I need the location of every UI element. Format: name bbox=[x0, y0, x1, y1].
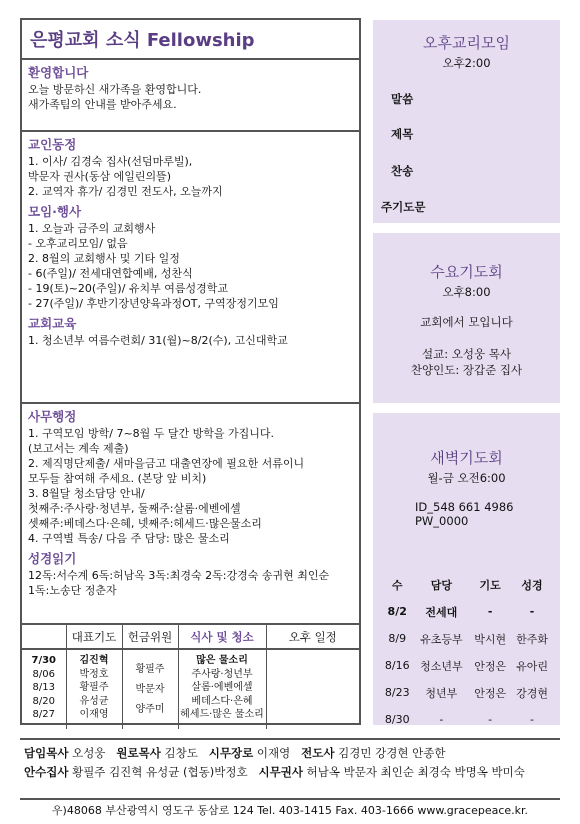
offering-name: 양주미 bbox=[135, 704, 165, 715]
church-address: 우)48068 부산광역시 영도구 동삼로 124 Tel. 403-1415 Fax. 403-1666 www.gracepeace.kr. bbox=[51, 804, 529, 817]
dawn-schedule-table bbox=[381, 571, 553, 733]
prayer-name: 김진혁 bbox=[79, 655, 109, 666]
events-line: 2. 8월의 교회행사 및 기타 일정 bbox=[28, 252, 180, 265]
schedule-dates bbox=[22, 649, 66, 729]
wednesday-title: 수요기도회 bbox=[430, 263, 503, 281]
events-line: - 오후교리모임/ 없음 bbox=[28, 237, 128, 250]
members-heading: 교인동정 bbox=[28, 137, 77, 152]
meal-team: 베데스다·은혜 bbox=[191, 695, 253, 707]
dawn-cell: - bbox=[488, 713, 493, 726]
dawn-title: 새벽기도회 bbox=[430, 449, 503, 467]
label-lords-prayer: 주기도문 bbox=[381, 200, 426, 214]
staff-names: 이재영 bbox=[256, 746, 291, 760]
events-line: - 6(주일)/ 전세대연합예배, 성찬식 bbox=[28, 267, 193, 280]
reading-line: 12독:서수계 6독:허남옥 3독:최경숙 2독:강경숙 송귀현 최인순 bbox=[28, 569, 330, 582]
dawn-meeting-pw: PW_0000 bbox=[415, 514, 469, 528]
schedule-header: 식사 및 청소 bbox=[178, 625, 266, 649]
dawn-header: 성경 bbox=[521, 578, 543, 592]
staff-role: 시무권사 bbox=[258, 765, 303, 779]
wednesday-sermon: 설교: 오성웅 목사 bbox=[422, 347, 511, 361]
admin-heading: 사무행정 bbox=[28, 409, 77, 424]
admin-line: (보고서는 계속 제출) bbox=[28, 442, 129, 455]
staff-role: 담임목사 bbox=[24, 746, 69, 760]
admin-line: 셋째주:베데스다·은혜, 넷째주:헤세드·많은물소리 bbox=[28, 517, 262, 530]
prayer-name: 황필주 bbox=[79, 682, 109, 693]
dawn-cell: 청년부 bbox=[425, 686, 458, 700]
members-line: 1. 이사/ 김경숙 집사(선덤마루빌), bbox=[28, 155, 193, 168]
dawn-prayer-box bbox=[373, 413, 560, 725]
staff-role: 원로목사 bbox=[116, 746, 161, 760]
events-line: - 27(주일)/ 후반기장년양육과정OT, 구역장정기모임 bbox=[28, 297, 279, 310]
dawn-cell: 유초등부 bbox=[420, 632, 463, 646]
dawn-header: 수 bbox=[391, 578, 403, 592]
staff-role: 시무장로 bbox=[208, 746, 254, 760]
label-hymn: 찬송 bbox=[391, 164, 414, 178]
meal-team: 헤세드·많은 물소리 bbox=[180, 709, 264, 720]
meal-team: 많은 물소리 bbox=[196, 655, 248, 666]
wednesday-prayer-box bbox=[373, 233, 560, 403]
staff-names: 김경민 강경현 안종한 bbox=[338, 746, 446, 760]
table-row bbox=[381, 679, 553, 706]
members-line: 2. 교역자 휴가/ 김경민 전도사, 오늘까지 bbox=[28, 185, 223, 198]
schedule-afternoon bbox=[266, 649, 359, 729]
admin-line: 모두들 참여해 주세요. (본당 앞 비치) bbox=[28, 472, 207, 485]
schedule-date: 8/13 bbox=[32, 682, 55, 693]
members-line: 박문자 권사(동삼 에일린의뜰) bbox=[28, 170, 172, 183]
dawn-header: 담당 bbox=[430, 578, 452, 592]
education-line: 1. 청소년부 여름수련회/ 31(월)~8/2(수), 고신대학교 bbox=[28, 334, 288, 347]
afternoon-study-title: 오후교리모임 bbox=[423, 34, 510, 52]
dawn-cell: - bbox=[487, 605, 493, 618]
dawn-cell: 안정은 bbox=[474, 659, 507, 673]
admin-line: 3. 8월달 청소담당 안내/ bbox=[28, 487, 145, 500]
wednesday-time: 오후8:00 bbox=[442, 285, 491, 299]
education-heading: 교회교육 bbox=[28, 316, 77, 331]
page-title: 은평교회 소식 Fellowship bbox=[22, 20, 359, 60]
dawn-cell: - bbox=[439, 713, 444, 726]
admin-line: 1. 구역모임 방학/ 7~8월 두 달간 방학을 가집니다. bbox=[28, 427, 275, 440]
news-panel bbox=[20, 18, 361, 725]
events-heading: 모임·행사 bbox=[28, 204, 82, 219]
dawn-cell: 강경현 bbox=[516, 686, 548, 700]
schedule-offering bbox=[122, 649, 178, 729]
table-row bbox=[381, 706, 553, 733]
schedule-date: 8/20 bbox=[32, 695, 55, 707]
label-subject: 제목 bbox=[391, 127, 414, 141]
offering-name: 황필주 bbox=[135, 664, 165, 675]
table-row bbox=[381, 598, 553, 625]
dawn-cell: - bbox=[529, 605, 535, 618]
dawn-cell: 청소년부 bbox=[420, 659, 463, 673]
dawn-cell: 안정은 bbox=[474, 686, 507, 700]
wednesday-praise: 찬양인도: 장갑준 집사 bbox=[410, 363, 523, 377]
dawn-meeting-id: ID_548 661 4986 bbox=[415, 500, 514, 514]
dawn-cell: 8/9 bbox=[388, 632, 407, 645]
afternoon-study-box bbox=[373, 20, 560, 223]
dawn-cell: 8/30 bbox=[384, 713, 410, 726]
staff-role: 안수집사 bbox=[24, 765, 69, 779]
staff-line-2 bbox=[20, 763, 560, 782]
staff-names: 오성웅 bbox=[72, 746, 106, 760]
dawn-cell: 박시현 bbox=[474, 632, 507, 646]
schedule-header: 헌금위원 bbox=[122, 625, 178, 649]
staff-role: 전도사 bbox=[301, 746, 335, 760]
admin-line: 첫째주:주사랑·청년부, 둘째주:살롬·에벤에셀 bbox=[28, 502, 241, 515]
schedule-date: 7/30 bbox=[31, 655, 57, 666]
prayer-name: 박정호 bbox=[79, 668, 109, 680]
dawn-cell: 유아린 bbox=[516, 659, 548, 673]
staff-names: 황필주 김진혁 유성균 (협동)박정호 bbox=[72, 765, 248, 779]
news-body bbox=[22, 60, 359, 623]
schedule-meal bbox=[178, 649, 266, 729]
prayer-name: 유성균 bbox=[79, 695, 109, 707]
wednesday-place: 교회에서 모입니다 bbox=[420, 315, 513, 329]
schedule-table bbox=[22, 623, 359, 723]
dawn-time: 월-금 오전6:00 bbox=[427, 471, 506, 485]
staff-names: 허남옥 박문자 최인순 최경숙 박명옥 박미숙 bbox=[306, 765, 525, 779]
schedule-header: 대표기도 bbox=[66, 625, 122, 649]
schedule-header bbox=[22, 625, 66, 649]
reading-heading: 성경읽기 bbox=[28, 551, 77, 566]
meal-team: 주사랑·청년부 bbox=[191, 668, 253, 680]
admin-section bbox=[22, 402, 359, 623]
schedule-header: 오후 일정 bbox=[266, 625, 359, 649]
welcome-section bbox=[22, 60, 359, 130]
dawn-cell: 전세대 bbox=[425, 605, 458, 619]
schedule-prayer bbox=[66, 649, 122, 729]
prayer-name: 이재영 bbox=[79, 709, 109, 720]
staff-names: 김창도 bbox=[164, 746, 198, 760]
table-row bbox=[381, 625, 553, 652]
staff-line-1 bbox=[20, 744, 560, 763]
dawn-cell: 한주화 bbox=[516, 632, 548, 646]
schedule-date: 8/06 bbox=[32, 668, 55, 680]
reading-line: 1독:노송단 정춘자 bbox=[28, 584, 117, 597]
table-row bbox=[381, 652, 553, 679]
dawn-cell: 8/16 bbox=[384, 659, 410, 672]
admin-line: 2. 제직명단제출/ 새마을금고 대출연장에 필요한 서류이니 bbox=[28, 457, 305, 470]
staff-footer bbox=[20, 738, 560, 800]
events-line: 1. 오늘과 금주의 교회행사 bbox=[28, 222, 156, 235]
dawn-cell: 8/2 bbox=[387, 605, 407, 618]
dawn-cell: 8/23 bbox=[384, 686, 410, 699]
offering-name: 박문자 bbox=[135, 684, 165, 695]
afternoon-study-time: 오후2:00 bbox=[442, 56, 491, 70]
events-line: - 19(토)~20(주일)/ 유치부 여름성경학교 bbox=[28, 282, 229, 295]
welcome-line: 오늘 방문하신 새가족을 환영합니다. bbox=[28, 83, 202, 96]
welcome-line: 새가족팀의 안내를 받아주세요. bbox=[28, 98, 177, 111]
admin-line: 4. 구역별 특송/ 다음 주 담당: 많은 물소리 bbox=[28, 532, 230, 545]
dawn-cell: - bbox=[530, 713, 535, 726]
schedule-date: 8/27 bbox=[32, 709, 55, 720]
dawn-header: 기도 bbox=[479, 578, 501, 592]
notices-section bbox=[22, 130, 359, 402]
welcome-heading: 환영합니다 bbox=[28, 65, 89, 80]
meal-team: 살롬·에벤에셀 bbox=[191, 682, 253, 693]
label-word: 말씀 bbox=[391, 92, 414, 106]
